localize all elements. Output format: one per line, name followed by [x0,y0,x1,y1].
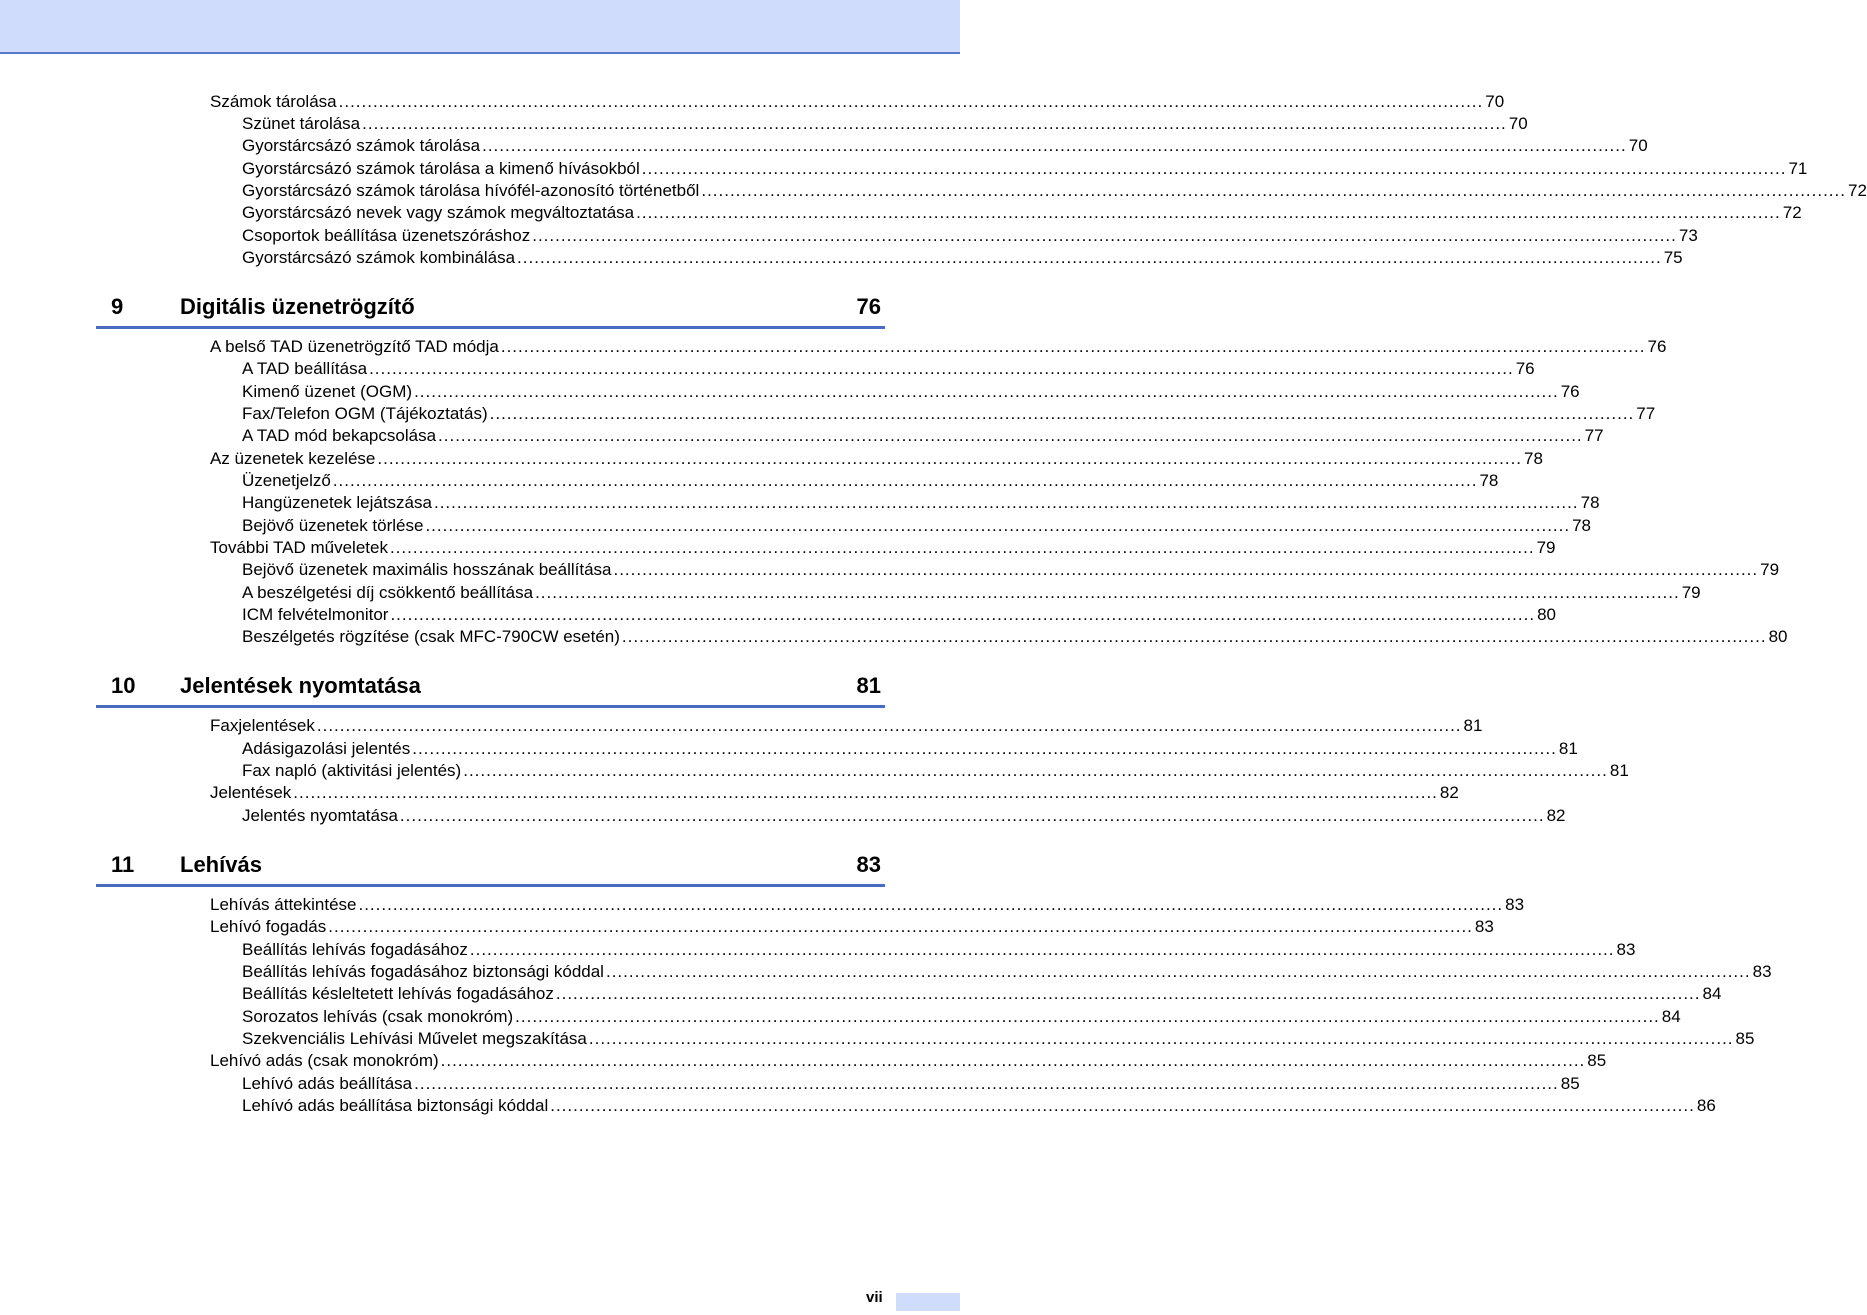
toc-entry-page: 79 [1760,560,1780,579]
toc-entry-label: Üzenetjelző [242,471,331,490]
dot-leader: ........................................................................................................................................................................................................ [369,359,1514,378]
toc-entry-label: Hangüzenetek lejátszása [242,493,432,512]
toc-entry[interactable] [242,805,1566,827]
toc-entry[interactable] [242,760,1629,782]
toc-entry-page: 79 [1681,583,1701,602]
toc-entry-label: ICM felvételmonitor [242,605,389,624]
dot-leader: ........................................................................................................................................................................................................ [489,404,1635,423]
chapter-page: 83 [856,852,881,877]
toc-entry-label: Lehívó adás beállítása biztonsági kóddal [242,1096,549,1115]
dot-leader: ........................................................................................................................................................................................................ [588,1029,1734,1048]
toc-entry[interactable] [242,358,1535,380]
toc-entry[interactable] [242,381,1580,403]
dot-leader: ........................................................................................................................................................................................................ [701,181,1846,200]
toc-entry-label: Gyorstárcsázó nevek vagy számok megváltoztatása [242,203,635,222]
dot-leader: ........................................................................................................................................................................................................ [535,583,1680,602]
toc-entry-page: 71 [1788,159,1808,178]
dot-leader: ........................................................................................................................................................................................................ [377,449,1523,468]
toc-entry[interactable] [242,247,1683,269]
chapter-title: Jelentések nyomtatása [180,673,421,698]
toc-entry-page: 81 [1609,761,1629,780]
toc-entry-page: 78 [1580,493,1600,512]
dot-leader: ........................................................................................................................................................................................................ [613,560,1759,579]
toc-entry-page: 72 [1847,181,1867,200]
page-number: vii [866,1289,883,1306]
toc-entry[interactable] [242,202,1802,224]
toc-entry[interactable] [242,626,1788,648]
toc-entry-label: Bejövő üzenetek törlése [242,516,424,535]
dot-leader: ........................................................................................................................................................................................................ [641,159,1787,178]
dot-leader: ........................................................................................................................................................................................................ [328,917,1473,936]
dot-leader: ........................................................................................................................................................................................................ [482,136,1627,155]
header-band [0,0,960,54]
chapter-number: 10 [111,673,136,698]
toc-entry-label: Gyorstárcsázó számok tárolása hívófél-azonosító történetből [242,181,700,200]
dot-leader: ........................................................................................................................................................................................................ [362,114,1507,133]
toc-entry[interactable] [210,894,1525,916]
toc-entry-page: 85 [1587,1051,1607,1070]
chapter-number: 11 [111,852,135,877]
toc-entry-label: Lehívó fogadás [210,917,327,936]
toc-entry-label: Számok tárolása [210,92,337,111]
toc-entry-page: 72 [1782,203,1802,222]
toc-entry[interactable] [210,537,1556,559]
toc-entry[interactable] [242,559,1780,581]
toc-entry-label: Sorozatos lehívás (csak monokróm) [242,1007,514,1026]
toc-entry-page: 82 [1439,783,1459,802]
toc-entry-label: Jelentések [210,783,292,802]
toc-entry[interactable] [210,448,1543,470]
dot-leader: ........................................................................................................................................................................................................ [425,516,1571,535]
toc-entry-label: Szekvenciális Lehívási Művelet megszakítása [242,1029,587,1048]
dot-leader: ........................................................................................................................................................................................................ [389,538,1535,557]
toc-entry-label: Csoportok beállítása üzenetszóráshoz [242,226,531,245]
dot-leader: ........................................................................................................................................................................................................ [532,226,1677,245]
dot-leader: ........................................................................................................................................................................................................ [412,739,1557,758]
toc-entry-label: Beállítás lehívás fogadásához [242,940,468,959]
chapter-title: Digitális üzenetrögzítő [180,294,415,319]
toc-entry-label: Adásigazolási jelentés [242,739,411,758]
toc-entry-label: Jelentés nyomtatása [242,806,398,825]
dot-leader: ........................................................................................................................................................................................................ [390,605,1536,624]
toc-entry[interactable] [242,180,1867,202]
dot-leader: ........................................................................................................................................................................................................ [358,895,1504,914]
toc-entry-page: 79 [1536,538,1556,557]
dot-leader: ........................................................................................................................................................................................................ [550,1096,1695,1115]
chapter-page: 81 [856,673,881,698]
dot-leader: ........................................................................................................................................................................................................ [293,783,1438,802]
toc-entry[interactable] [242,582,1701,604]
toc-entry-label: Szünet tárolása [242,114,361,133]
dot-leader: ........................................................................................................................................................................................................ [316,716,1462,735]
toc-entry[interactable] [210,91,1505,113]
toc-entry-page: 84 [1702,984,1722,1003]
toc-entry[interactable] [242,515,1592,537]
chapter-page: 76 [856,294,881,319]
toc-entry[interactable] [242,939,1636,961]
toc-entry-page: 83 [1616,940,1636,959]
toc-entry[interactable] [242,492,1600,514]
toc-entry[interactable] [210,1050,1607,1072]
toc-entry-page: 70 [1508,114,1528,133]
chapter-heading[interactable] [96,669,885,708]
dot-leader: ........................................................................................................................................................................................................ [399,806,1545,825]
toc-entry-label: Az üzenetek kezelése [210,449,376,468]
toc-entry[interactable] [242,403,1656,425]
dot-leader: ........................................................................................................................................................................................................ [338,92,1484,111]
toc-entry[interactable] [242,1073,1580,1095]
toc-entry-label: Lehívó adás beállítása [242,1074,413,1093]
toc-entry-page: 83 [1505,895,1525,914]
dot-leader: ........................................................................................................................................................................................................ [605,962,1751,981]
toc-entry-page: 76 [1515,359,1535,378]
toc-entry[interactable] [242,604,1556,626]
toc-entry[interactable] [210,916,1494,938]
toc-entry-page: 84 [1661,1007,1681,1026]
toc-entry-page: 81 [1463,716,1483,735]
toc-entry-page: 86 [1696,1096,1716,1115]
toc-entry[interactable] [242,158,1808,180]
toc-entry-page: 78 [1479,471,1499,490]
toc-entry-page: 83 [1474,917,1494,936]
dot-leader: ........................................................................................................................................................................................................ [438,426,1583,445]
toc-entry-label: Lehívás áttekintése [210,895,357,914]
toc-entry[interactable] [242,470,1499,492]
dot-leader: ........................................................................................................................................................................................................ [463,761,1608,780]
toc-entry-label: Gyorstárcsázó számok kombinálása [242,248,516,267]
toc-entry-label: A belső TAD üzenetrögzítő TAD módja [210,337,499,356]
dot-leader: ........................................................................................................................................................................................................ [440,1051,1586,1070]
dot-leader: ........................................................................................................................................................................................................ [515,1007,1660,1026]
toc-entry[interactable] [210,336,1667,358]
toc-entry[interactable] [242,225,1698,247]
toc-entry-page: 70 [1628,136,1648,155]
toc-entry-label: Gyorstárcsázó számok tárolása a kimenő hívásokból [242,159,640,178]
toc-entry-label: Gyorstárcsázó számok tárolása [242,136,481,155]
dot-leader: ........................................................................................................................................................................................................ [332,471,1478,490]
toc-entry-label: Lehívó adás (csak monokróm) [210,1051,439,1070]
toc-entry-label: A TAD mód bekapcsolása [242,426,437,445]
toc-entry-page: 85 [1560,1074,1580,1093]
toc-entry-page: 76 [1560,382,1580,401]
chapter-heading[interactable] [96,848,885,887]
toc-entry[interactable] [242,961,1772,983]
chapter-heading[interactable] [96,290,885,329]
dot-leader: ........................................................................................................................................................................................................ [555,984,1701,1003]
toc-entry-label: Beszélgetés rögzítése (csak MFC-790CW esetén) [242,627,620,646]
toc-entry-page: 75 [1663,248,1683,267]
toc-entry-page: 81 [1558,739,1578,758]
toc-entry-page: 77 [1636,404,1656,423]
chapter-number: 9 [111,294,124,319]
toc-entry-label: A TAD beállítása [242,359,368,378]
dot-leader: ........................................................................................................................................................................................................ [500,337,1646,356]
toc-entry-page: 73 [1678,226,1698,245]
dot-leader: ........................................................................................................................................................................................................ [517,248,1662,267]
toc-entry-page: 80 [1768,627,1788,646]
toc-entry-label: További TAD műveletek [210,538,388,557]
toc-entry-label: Bejövő üzenetek maximális hosszának beállítása [242,560,612,579]
toc-entry-page: 82 [1546,806,1566,825]
dot-leader: ........................................................................................................................................................................................................ [469,940,1615,959]
toc-entry-label: Fax/Telefon OGM (Tájékoztatás) [242,404,488,423]
chapter-title: Lehívás [180,852,262,877]
toc-entry[interactable] [210,782,1459,804]
toc-entry-label: Fax napló (aktivitási jelentés) [242,761,462,780]
toc-entry[interactable] [242,738,1578,760]
dot-leader: ........................................................................................................................................................................................................ [621,627,1767,646]
dot-leader: ........................................................................................................................................................................................................ [433,493,1579,512]
toc-entry-label: Faxjelentések [210,716,315,735]
toc-entry-page: 78 [1572,516,1592,535]
toc-entry-page: 83 [1752,962,1772,981]
toc-entry[interactable] [242,425,1604,447]
toc-entry-label: Beállítás késleltetett lehívás fogadásához [242,984,554,1003]
toc-entry[interactable] [210,715,1483,737]
toc-entry-page: 85 [1735,1029,1755,1048]
toc-entry-label: Kimenő üzenet (OGM) [242,382,413,401]
toc-entry-page: 76 [1647,337,1667,356]
toc-entry[interactable] [242,1006,1681,1028]
dot-leader: ........................................................................................................................................................................................................ [636,203,1781,222]
toc-entry[interactable] [242,1095,1716,1117]
toc-entry-page: 80 [1537,605,1556,624]
toc-entry[interactable] [242,983,1722,1005]
toc-entry[interactable] [242,1028,1755,1050]
dot-leader: ........................................................................................................................................................................................................ [414,1074,1559,1093]
toc-entry-label: A beszélgetési díj csökkentő beállítása [242,583,534,602]
toc-entry-page: 77 [1584,426,1604,445]
toc-entry[interactable] [242,113,1528,135]
toc-entry-label: Beállítás lehívás fogadásához biztonsági kóddal [242,962,604,981]
dot-leader: ........................................................................................................................................................................................................ [414,382,1559,401]
footer-band [896,1293,960,1311]
toc-entry-page: 78 [1524,449,1543,468]
toc-entry[interactable] [242,135,1648,157]
toc-entry-page: 70 [1485,92,1505,111]
